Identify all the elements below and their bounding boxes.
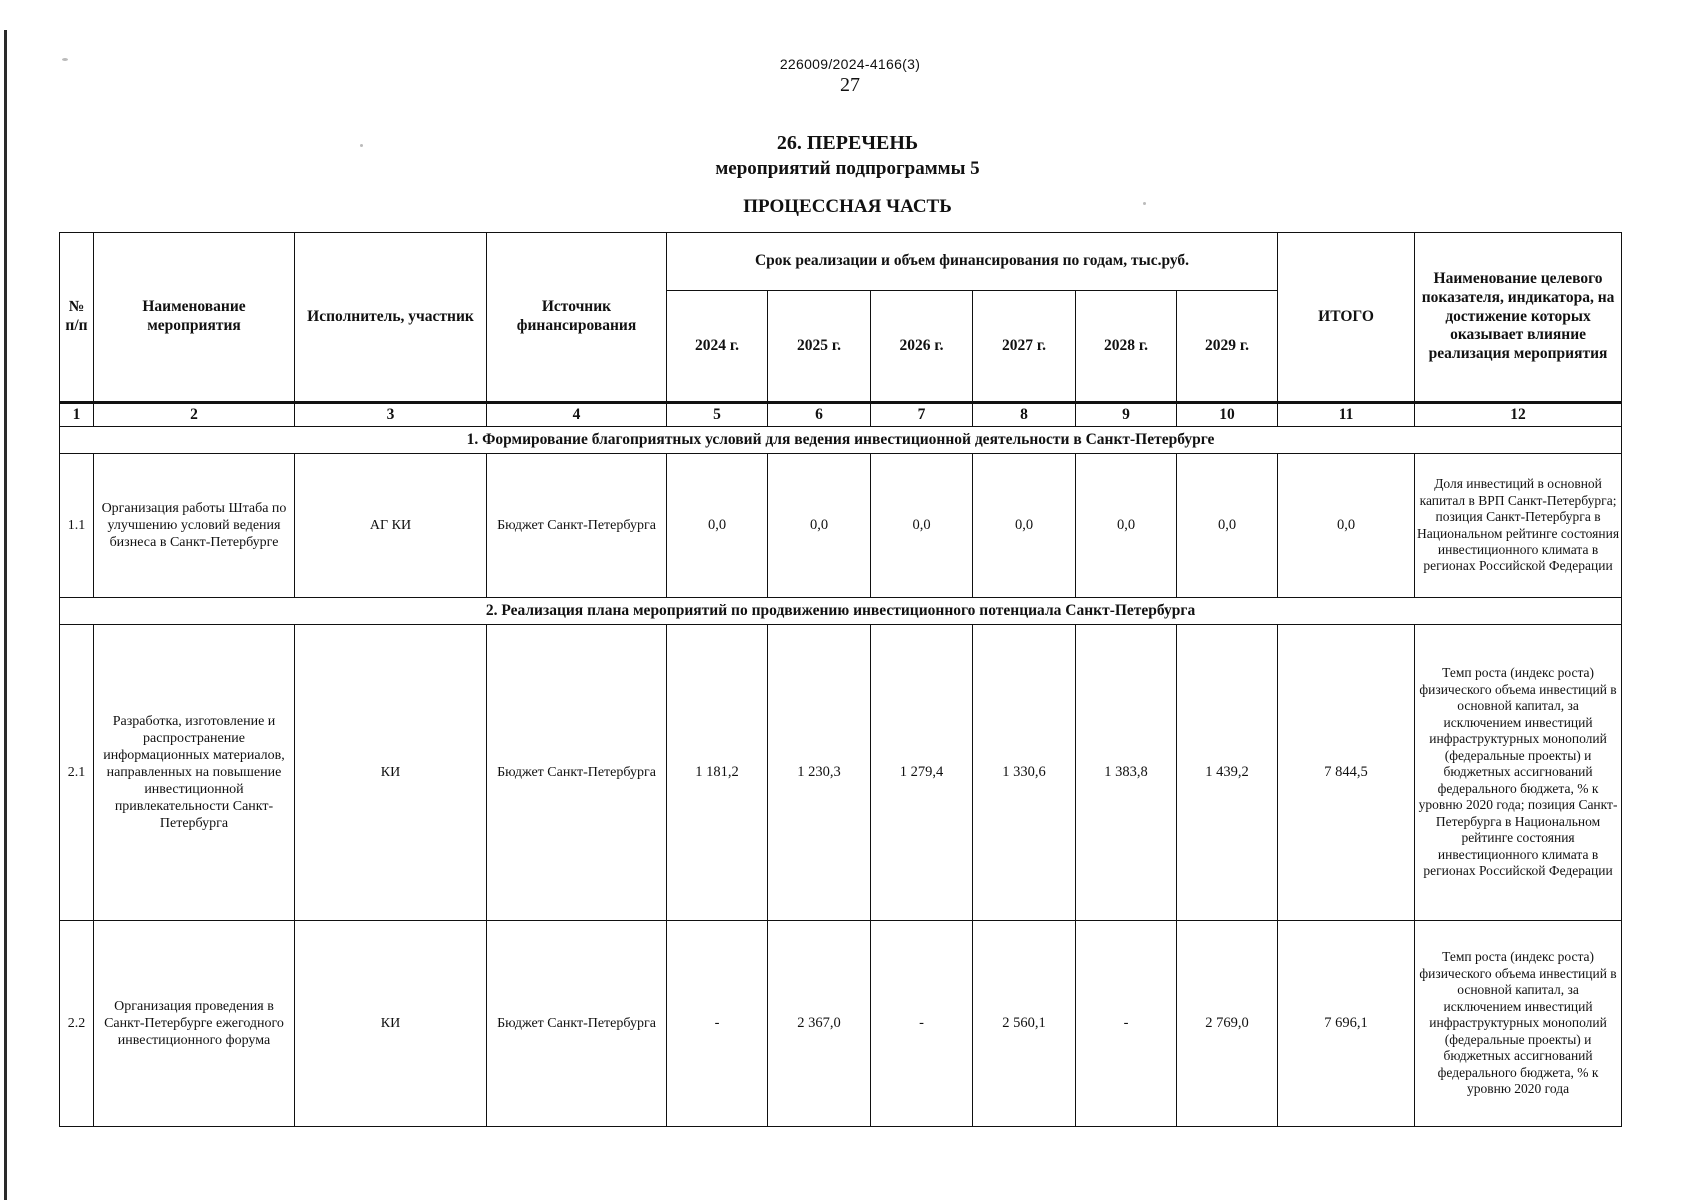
- row-value-2024: -: [667, 921, 768, 1127]
- row-value-2026: 1 279,4: [871, 625, 973, 921]
- column-number: 3: [295, 403, 487, 427]
- row-value-2028: -: [1076, 921, 1177, 1127]
- column-number: 5: [667, 403, 768, 427]
- document-title: 26. ПЕРЕЧЕНЬ: [776, 132, 919, 154]
- header-name: Наименование мероприятия: [94, 233, 295, 403]
- row-name: Организация проведения в Санкт-Петербурге ежегодного инвестиционного форума: [94, 921, 295, 1127]
- row-value-2029: 0,0: [1177, 454, 1278, 598]
- row-num: 1.1: [60, 454, 94, 598]
- header-executor: Исполнитель, участник: [295, 233, 487, 403]
- scan-speck: [62, 58, 68, 61]
- measures-table: [59, 232, 1622, 1127]
- table-row: [60, 921, 1622, 1127]
- row-value-2025: 2 367,0: [768, 921, 871, 1127]
- row-value-2028: 1 383,8: [1076, 625, 1177, 921]
- row-name: Разработка, изготовление и распространение информационных материалов, направленных на повышение инвестиционной привлекательности Санкт-Петербурга: [94, 625, 295, 921]
- row-executor: КИ: [295, 625, 487, 921]
- row-value-2027: 2 560,1: [973, 921, 1076, 1127]
- row-target: Доля инвестиций в основной капитал в ВРП Санкт-Петербурга; позиция Санкт-Петербурга в Национальном рейтинге состояния инвестиционного климата в регионах Российской Федерации: [1415, 454, 1622, 598]
- row-executor: КИ: [295, 921, 487, 1127]
- row-total: 7 844,5: [1278, 625, 1415, 921]
- row-value-2025: 1 230,3: [768, 625, 871, 921]
- column-number: 9: [1076, 403, 1177, 427]
- section-row: [60, 598, 1622, 625]
- header-target: Наименование целевого показателя, индикатора, на достижение которых оказывает влияние реализация мероприятия: [1415, 233, 1622, 403]
- table-row: [60, 454, 1622, 598]
- header-year: 2027 г.: [973, 291, 1076, 403]
- row-target: Темп роста (индекс роста) физического объема инвестиций в основной капитал, за исключением инвестиций инфраструктурных монополий (федеральные проекты) и бюджетных ассигнований федерального бюджета, % к уровню 2020 года; позиция Санкт-Петербурга в Национальном рейтинге состояния инвестиционного климата в регионах Российской Федерации: [1415, 625, 1622, 921]
- document-subtitle: мероприятий подпрограммы 5: [715, 158, 980, 179]
- column-number: 6: [768, 403, 871, 427]
- row-value-2026: -: [871, 921, 973, 1127]
- row-source: Бюджет Санкт-Петербурга: [487, 454, 667, 598]
- section-title: 2. Реализация плана мероприятий по продвижению инвестиционного потенциала Санкт-Петербурга: [60, 598, 1622, 625]
- row-target: Темп роста (индекс роста) физического объема инвестиций в основной капитал, за исключением инвестиций инфраструктурных монополий (федеральные проекты) и бюджетных ассигнований федерального бюджета, % к уровню 2020 года: [1415, 921, 1622, 1127]
- row-value-2024: 0,0: [667, 454, 768, 598]
- row-total: 7 696,1: [1278, 921, 1415, 1127]
- section-row: [60, 427, 1622, 454]
- header-num: № п/п: [60, 233, 94, 403]
- header-period: Срок реализации и объем финансирования по годам, тыс.руб.: [667, 233, 1278, 291]
- row-value-2027: 0,0: [973, 454, 1076, 598]
- row-num: 2.2: [60, 921, 94, 1127]
- row-total: 0,0: [1278, 454, 1415, 598]
- header-year: 2025 г.: [768, 291, 871, 403]
- column-number: 7: [871, 403, 973, 427]
- header-year: 2024 г.: [667, 291, 768, 403]
- column-number: 2: [94, 403, 295, 427]
- header-year: 2029 г.: [1177, 291, 1278, 403]
- column-number: 4: [487, 403, 667, 427]
- header-total: ИТОГО: [1278, 233, 1415, 403]
- row-value-2026: 0,0: [871, 454, 973, 598]
- column-number: 10: [1177, 403, 1278, 427]
- section-title: 1. Формирование благоприятных условий для ведения инвестиционной деятельности в Санкт-Петербурге: [60, 427, 1622, 454]
- column-number: 12: [1415, 403, 1622, 427]
- row-name: Организация работы Штаба по улучшению условий ведения бизнеса в Санкт-Петербурге: [94, 454, 295, 598]
- document-reg-number: 226009/2024-4166(3): [779, 56, 921, 72]
- column-number: 1: [60, 403, 94, 427]
- column-numbers-row: [60, 403, 1622, 427]
- table-row: [60, 625, 1622, 921]
- column-number: 8: [973, 403, 1076, 427]
- row-value-2024: 1 181,2: [667, 625, 768, 921]
- document-part-title: ПРОЦЕССНАЯ ЧАСТЬ: [743, 196, 952, 217]
- page-number: 27: [840, 74, 860, 96]
- column-number: 11: [1278, 403, 1415, 427]
- row-value-2025: 0,0: [768, 454, 871, 598]
- row-executor: АГ КИ: [295, 454, 487, 598]
- header-year: 2028 г.: [1076, 291, 1177, 403]
- row-value-2029: 2 769,0: [1177, 921, 1278, 1127]
- row-source: Бюджет Санкт-Петербурга: [487, 625, 667, 921]
- row-value-2029: 1 439,2: [1177, 625, 1278, 921]
- row-source: Бюджет Санкт-Петербурга: [487, 921, 667, 1127]
- header-source: Источник финансирования: [487, 233, 667, 403]
- row-num: 2.1: [60, 625, 94, 921]
- header-year: 2026 г.: [871, 291, 973, 403]
- row-value-2027: 1 330,6: [973, 625, 1076, 921]
- row-value-2028: 0,0: [1076, 454, 1177, 598]
